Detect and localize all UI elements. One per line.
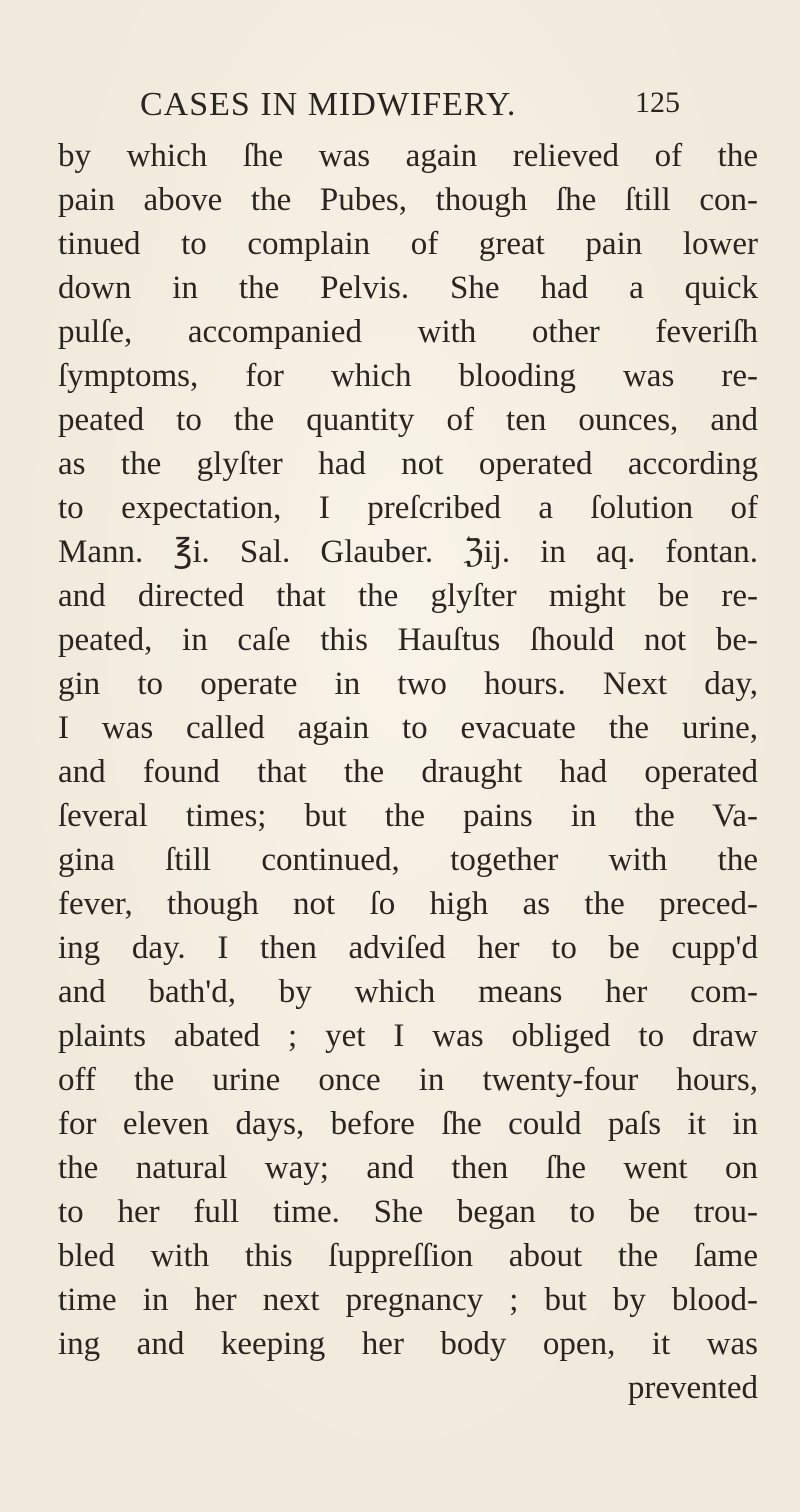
text-line: I was called again to evacuate the urine, [58, 710, 758, 746]
text-line: ing day. I then adviſed her to be cupp'd [58, 930, 758, 966]
text-line: time in her next pregnancy ; but by blood- [58, 1282, 758, 1318]
text-line: as the glyſter had not operated according [58, 446, 758, 482]
text-line: gina ſtill continued, together with the [58, 842, 758, 878]
text-line: bled with this ſuppreſſion about the ſame [58, 1238, 758, 1274]
text-line: to her full time. She began to be trou- [58, 1194, 758, 1230]
text-line: pain above the Pubes, though ſhe ſtill con- [58, 182, 758, 218]
text-line: to expectation, I preſcribed a ſolution of [58, 490, 758, 526]
text-line: and directed that the glyſter might be re- [58, 578, 758, 614]
text-line: plaints abated ; yet I was obliged to draw [58, 1018, 758, 1054]
text-line: the natural way; and then ſhe went on [58, 1150, 758, 1186]
running-head: CASES IN MIDWIFERY. [140, 86, 517, 123]
text-line: tinued to complain of great pain lower [58, 226, 758, 262]
text-line: and bath'd, by which means her com- [58, 974, 758, 1010]
body-text [58, 134, 758, 1410]
text-line: by which ſhe was again relieved of the [58, 138, 758, 174]
text-line: ſeveral times; but the pains in the Va- [58, 798, 758, 834]
text-line: Mann. ℥i. Sal. Glauber. ℨij. in aq. fontan. [58, 534, 758, 570]
page-header [140, 86, 680, 130]
text-line: pulſe, accompanied with other feveriſh [58, 314, 758, 350]
text-line: down in the Pelvis. She had a quick [58, 270, 758, 306]
page-number: 125 [635, 86, 680, 119]
text-line: for eleven days, before ſhe could paſs it in [58, 1106, 758, 1142]
catchword: prevented [627, 1370, 758, 1406]
text-line: ſymptoms, for which blooding was re- [58, 358, 758, 394]
text-line: and found that the draught had operated [58, 754, 758, 790]
text-line: peated to the quantity of ten ounces, and [58, 402, 758, 438]
text-line: fever, though not ſo high as the preced- [58, 886, 758, 922]
text-line: off the urine once in twenty-four hours, [58, 1062, 758, 1098]
text-line: gin to operate in two hours. Next day, [58, 666, 758, 702]
text-line: ing and keeping her body open, it was [58, 1326, 758, 1362]
text-line: peated, in caſe this Hauſtus ſhould not be- [58, 622, 758, 658]
